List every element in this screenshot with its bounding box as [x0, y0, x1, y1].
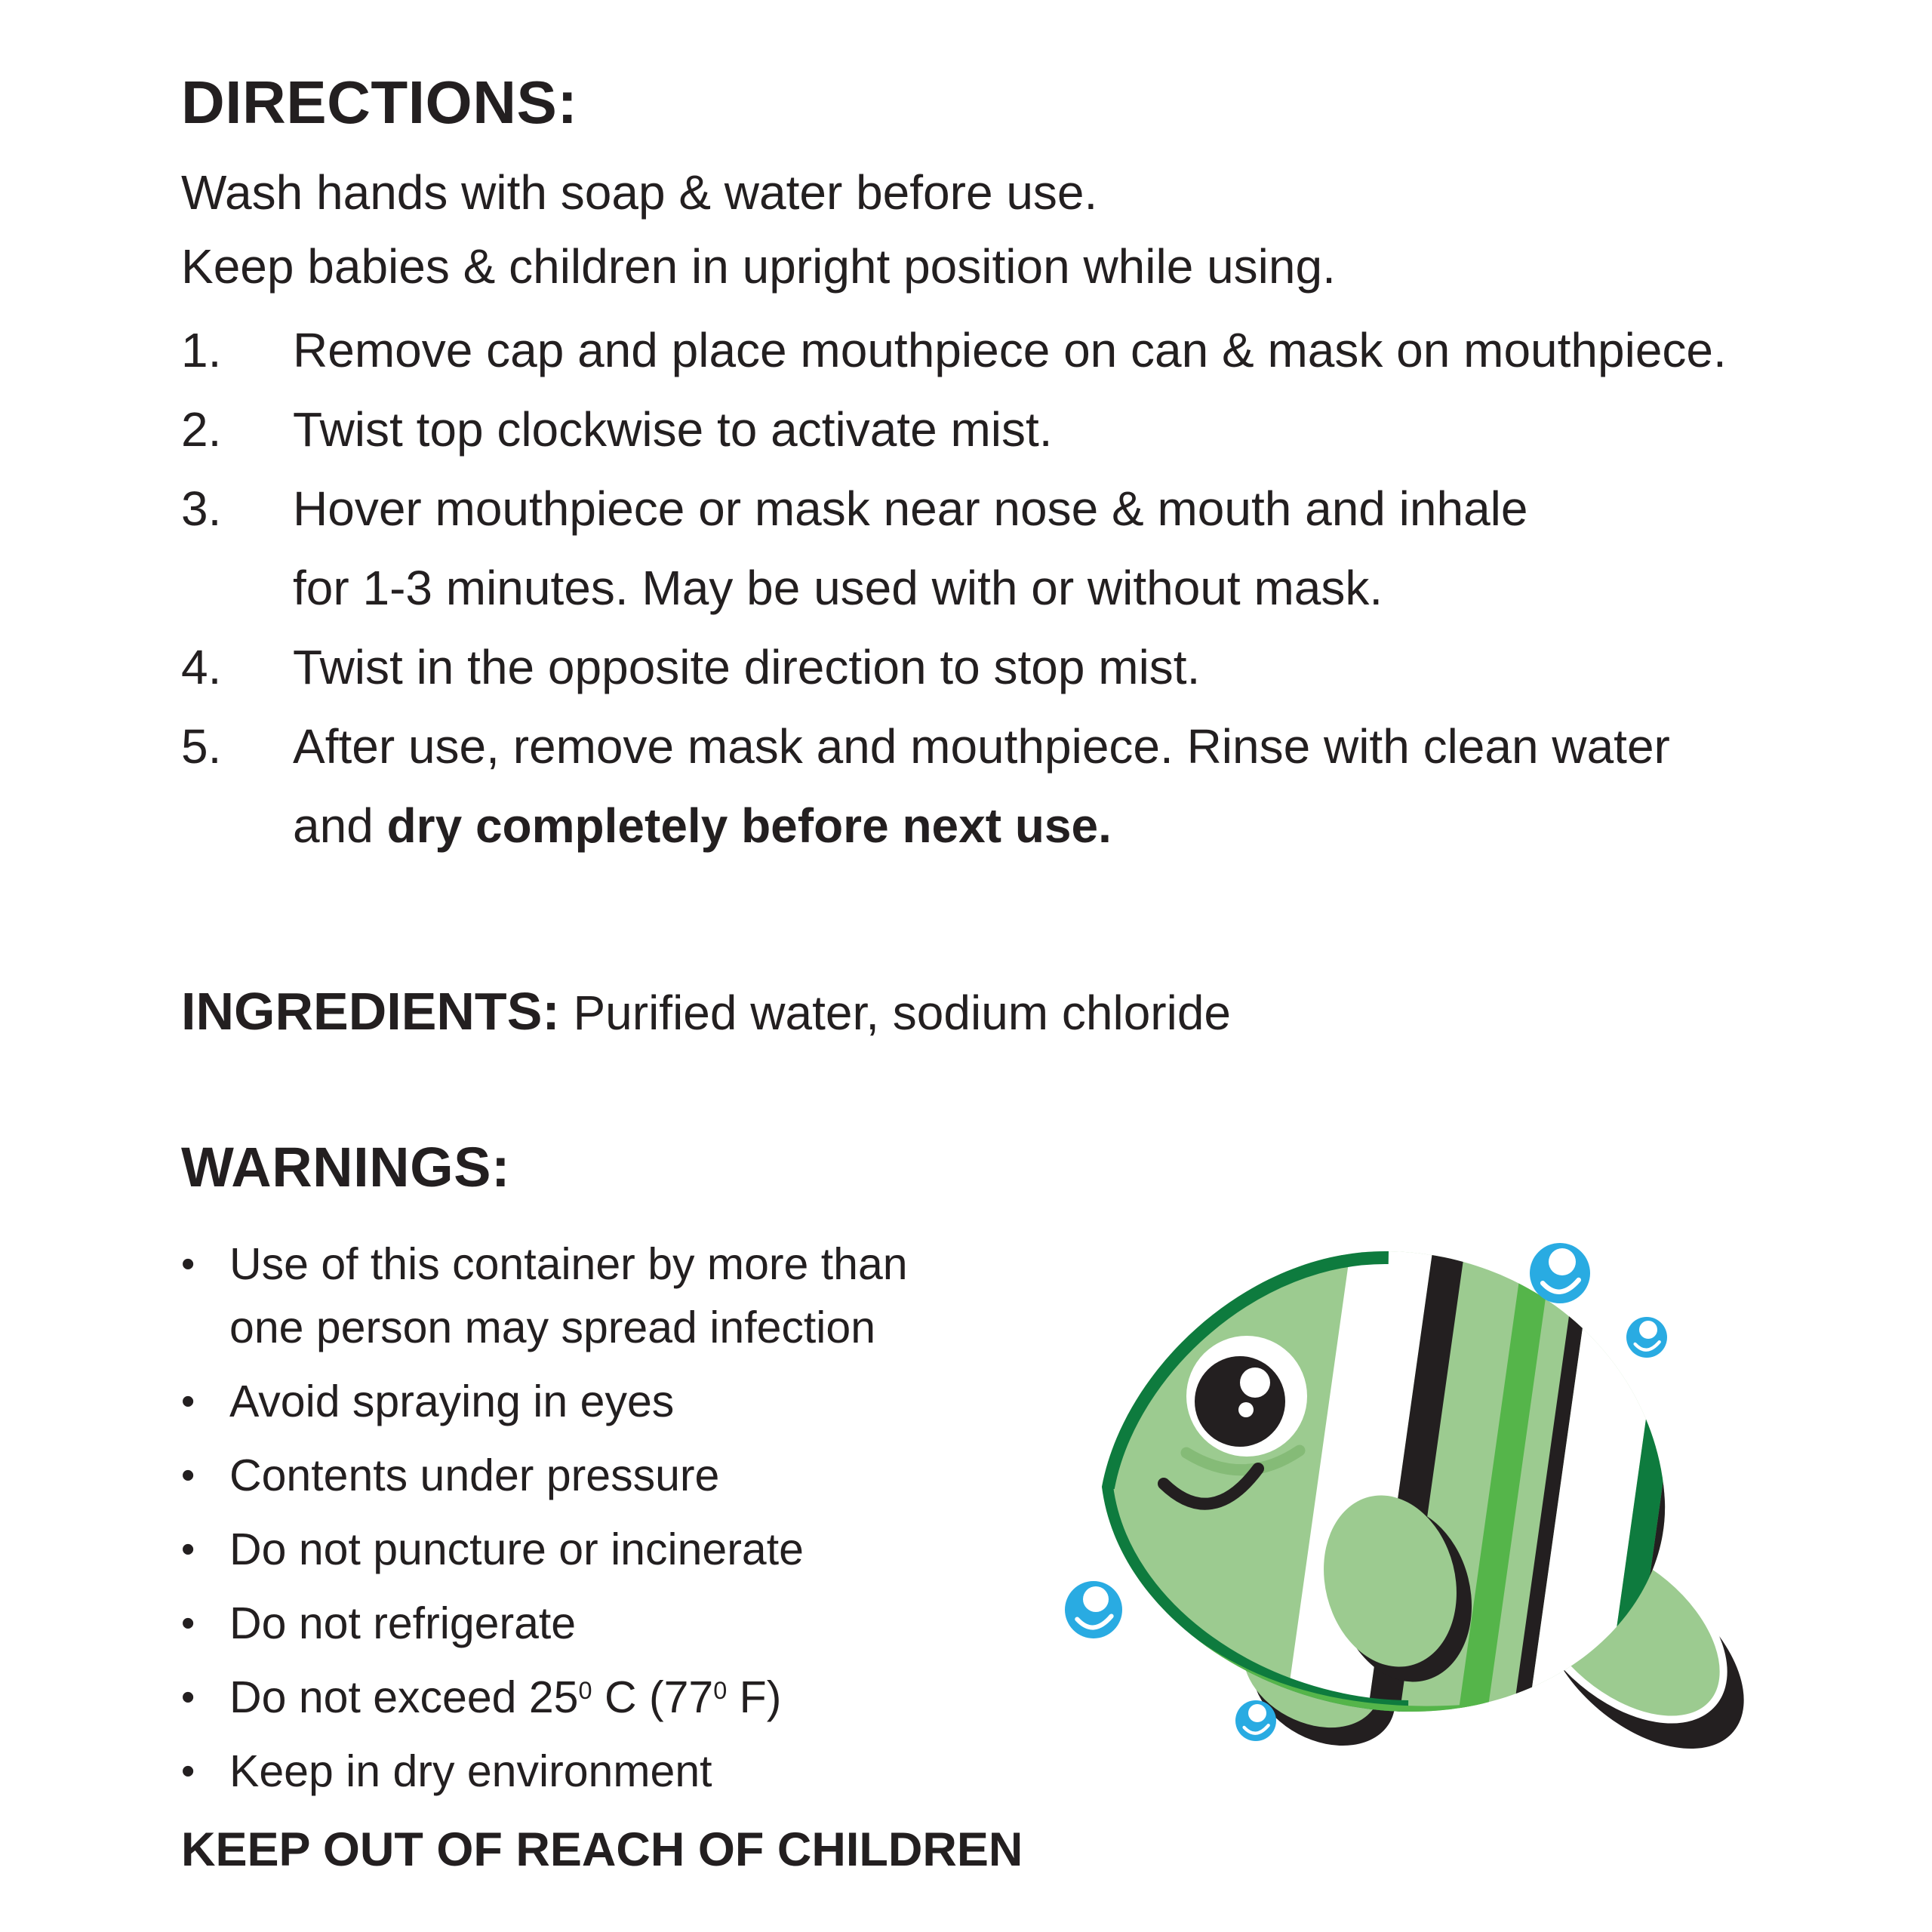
direction-step	[181, 311, 1857, 390]
eye-pupil	[1195, 1356, 1285, 1447]
bubble-icon	[1530, 1243, 1590, 1303]
step-line: Twist top clockwise to activate mist.	[293, 402, 1053, 457]
warning-text	[229, 1592, 576, 1655]
step-number: 5.	[181, 719, 222, 774]
direction-step	[181, 390, 1857, 469]
directions-heading: DIRECTIONS:	[181, 69, 578, 136]
warning-segment: C (77	[592, 1672, 714, 1723]
warning-line: Avoid spraying in eyes	[229, 1377, 675, 1427]
bullet-icon: •	[181, 1380, 195, 1424]
warning-line: one person may spread infection	[229, 1303, 876, 1353]
warning-line	[229, 1672, 781, 1722]
step-line: Hover mouthpiece or mask near nose & mouth and inhale	[293, 481, 1528, 536]
step-text	[293, 469, 1527, 628]
step-text	[293, 311, 1727, 390]
step-text	[293, 707, 1670, 866]
warning-text	[229, 1444, 719, 1507]
step-line: for 1-3 minutes. May be used with or without mask.	[293, 561, 1383, 615]
clownfish-illustration	[1026, 1192, 1789, 1819]
bullet-icon: •	[181, 1527, 195, 1572]
step-number: 3.	[181, 481, 222, 536]
direction-step	[181, 628, 1857, 707]
eye-highlight-large	[1240, 1367, 1270, 1398]
directions-intro-line: Keep babies & children in upright position while using.	[181, 239, 1336, 294]
degree-superscript: 0	[713, 1677, 728, 1705]
clownfish-icon	[1026, 1192, 1789, 1819]
warnings-heading: WARNINGS:	[181, 1135, 511, 1198]
warning-line: Keep in dry environment	[229, 1746, 712, 1797]
bullet-icon: •	[181, 1242, 195, 1287]
step-number: 1.	[181, 323, 222, 377]
warning-segment: Do not exceed 25	[229, 1672, 579, 1723]
bubble-icon	[1626, 1317, 1667, 1358]
step-line: After use, remove mask and mouthpiece. Rinse with clean water	[293, 719, 1670, 774]
warning-line: Do not refrigerate	[229, 1598, 577, 1649]
step-number: 4.	[181, 640, 222, 694]
directions-intro-line: Wash hands with soap & water before use.	[181, 165, 1098, 220]
bubble-icon	[1235, 1700, 1276, 1741]
bubble-icon	[1065, 1581, 1122, 1638]
bullet-icon: •	[181, 1454, 195, 1498]
warning-text	[229, 1740, 712, 1803]
warning-line: Contents under pressure	[229, 1451, 720, 1501]
bullet-icon: •	[181, 1749, 195, 1794]
ingredients-value: Purified water, sodium chloride	[573, 986, 1232, 1040]
directions-steps	[181, 311, 1857, 866]
step-text	[293, 390, 1053, 469]
bullet-icon: •	[181, 1601, 195, 1646]
degree-superscript: 0	[578, 1677, 592, 1705]
warning-text	[229, 1232, 908, 1359]
warning-text	[229, 1518, 804, 1581]
step-line: Remove cap and place mouthpiece on can & mask on mouthpiece.	[293, 323, 1727, 377]
warning-line: Do not puncture or incinerate	[229, 1524, 804, 1575]
keep-out-of-reach-warning: KEEP OUT OF REACH OF CHILDREN	[181, 1823, 1023, 1877]
eye-highlight-small	[1238, 1402, 1254, 1417]
step-line: Twist in the opposite direction to stop mist.	[293, 640, 1201, 694]
step-text	[293, 628, 1200, 707]
warning-segment: F)	[727, 1672, 782, 1723]
direction-step	[181, 469, 1857, 628]
ingredients-line	[181, 979, 1857, 1045]
direction-step	[181, 707, 1857, 866]
step-number: 2.	[181, 402, 222, 457]
step-line: and	[293, 798, 387, 853]
warning-text	[229, 1666, 781, 1729]
warning-text	[229, 1370, 674, 1433]
ingredients-label: INGREDIENTS:	[181, 982, 560, 1041]
warning-line: Use of this container by more than	[229, 1239, 908, 1290]
bullet-icon: •	[181, 1675, 195, 1720]
step-line-bold: dry completely before next use.	[386, 798, 1112, 853]
